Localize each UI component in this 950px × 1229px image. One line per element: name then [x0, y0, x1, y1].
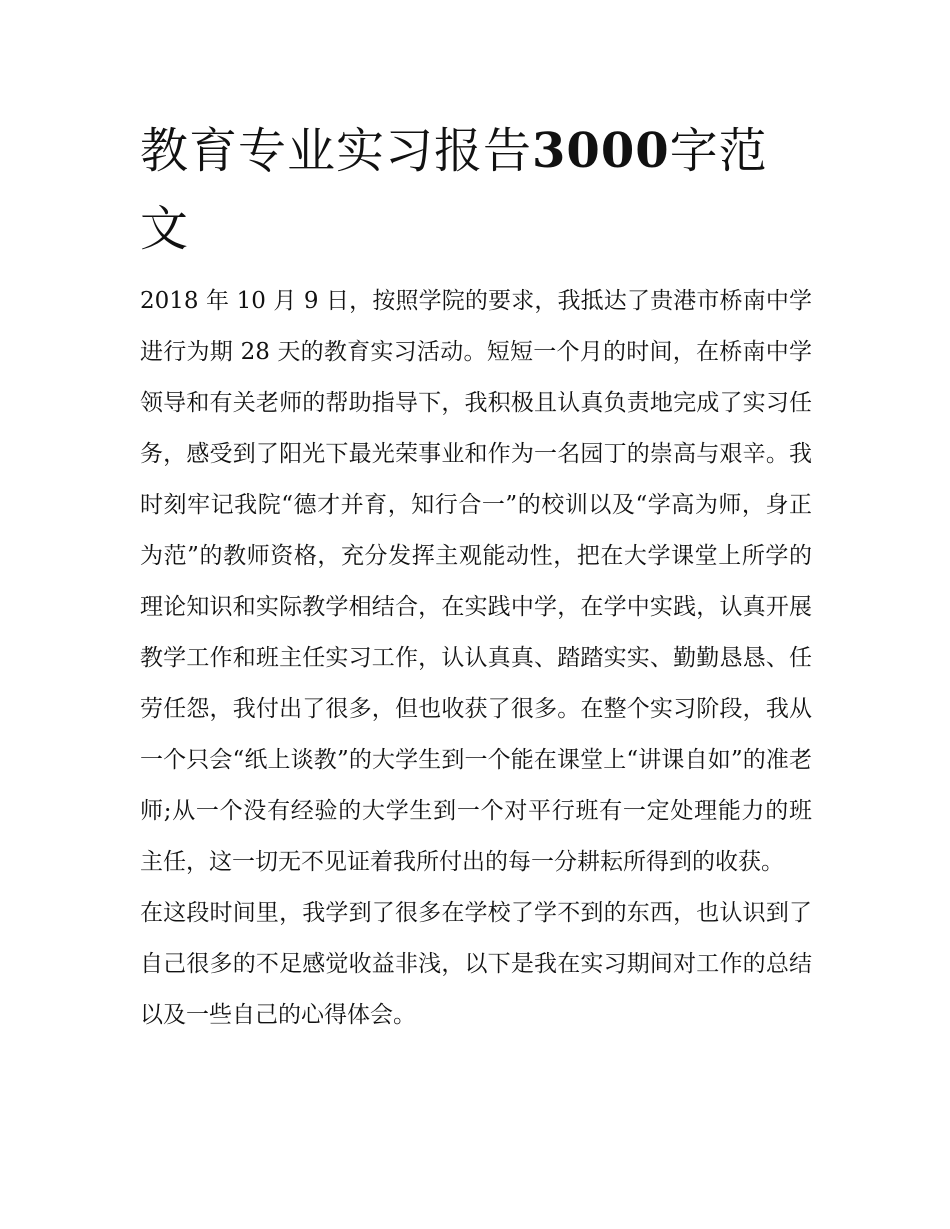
document-title [140, 112, 790, 268]
paragraph-1: 2018 年 10 月 9 日，按照学院的要求，我抵达了贵港市桥南中学进行为期 28 天的教育实习活动。短短一个月的时间，在桥南中学领导和有关老师的帮助指导下，我积极且认真负责地完成了实习任务，感受到了阳光下最光荣事业和作为一名园丁的崇高与艰辛。我时刻牢记我院“德才并育，知行合一”的校训以及“学高为师，身正为范”的教师资格，充分发挥主观能动性，把在大学课堂上所学的理论知识和实际教学相结合，在实践中学，在学中实践，认真开展教学工作和班主任实习工作，认认真真、踏踏实实、勤勤恳恳、任劳任怨，我付出了很多，但也收获了很多。在整个实习阶段，我从一个只会“纸上谈教”的大学生到一个能在课堂上“讲课自如”的准老师;从一个没有经验的大学生到一个对平行班有一定处理能力的班主任，这一切无不见证着我所付出的每一分耕耘所得到的收获。 [140, 288, 812, 875]
paragraph-2: 在这段时间里，我学到了很多在学校了学不到的东西，也认识到了自己很多的不足感觉收益非浅，以下是我在实习期间对工作的总结以及一些自己的心得体会。 [140, 900, 812, 1028]
title-text-pre: 教育专业实习报告 [140, 123, 533, 179]
document-body [140, 276, 812, 1041]
title-text-post: 字范文 [140, 123, 768, 257]
title-word-count: 3000 [532, 123, 670, 179]
